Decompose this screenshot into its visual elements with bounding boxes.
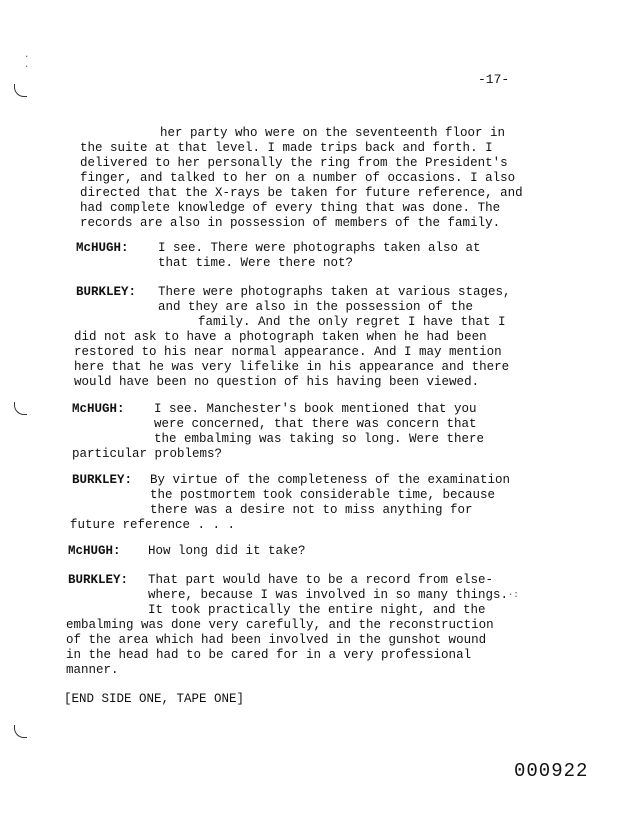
- text-line: of the area which had been involved in the gunshot wound: [66, 633, 487, 647]
- text-line: had complete knowledge of every thing that was done. The: [80, 201, 501, 215]
- text-line: the suite at that level. I made trips back and forth. I: [80, 141, 493, 155]
- bates-number: 000922: [514, 760, 589, 782]
- text-line: There were photographs taken at various stages,: [158, 285, 511, 299]
- text-line: particular problems?: [72, 447, 223, 461]
- speaker-label: BURKLEY:: [68, 573, 129, 587]
- text-line: By virtue of the completeness of the examination: [150, 473, 511, 487]
- speaker-label: McHUGH:: [76, 241, 129, 255]
- text-line: her party who were on the seventeenth floor in: [160, 126, 506, 140]
- text-line: restored to his near normal appearance. And I may mention: [74, 345, 502, 359]
- text-line: the embalming was taking so long. Were there: [154, 432, 485, 446]
- end-note: [END SIDE ONE, TAPE ONE]: [64, 692, 245, 706]
- text-line: there was a desire not to miss anything for: [150, 503, 473, 517]
- speaker-label: McHUGH:: [68, 544, 121, 558]
- text-line: manner.: [66, 663, 119, 677]
- text-line: in the head had to be cared for in a very professional: [66, 648, 472, 662]
- text-line: that time. Were there not?: [158, 256, 354, 270]
- text-line: family. And the only regret I have that I: [198, 315, 506, 329]
- text-line: future reference . . .: [70, 518, 236, 532]
- speaker-label: BURKLEY:: [76, 285, 137, 299]
- text-line: records are also in possession of members of the family.: [80, 216, 501, 230]
- text-line: I see. There were photographs taken also at: [158, 241, 481, 255]
- text-line: It took practically the entire night, and the: [148, 603, 486, 617]
- speaker-label: BURKLEY:: [72, 473, 133, 487]
- text-line: That part would have to be a record from else-: [148, 573, 494, 587]
- text-line: and they are also in the possession of the: [158, 300, 474, 314]
- text-line: where, because I was involved in so many things.: [148, 588, 509, 602]
- text-line: did not ask to have a photograph taken when he had been: [74, 330, 487, 344]
- text-line: I see. Manchester's book mentioned that you: [154, 402, 477, 416]
- page-number: -17-: [478, 72, 510, 87]
- text-line: were concerned, that there was concern that: [154, 417, 477, 431]
- text-line: directed that the X-rays be taken for future reference, and: [80, 186, 523, 200]
- margin-specks: ·:: [508, 590, 519, 600]
- margin-specks: · ·: [24, 52, 30, 72]
- text-line: the postmortem took considerable time, because: [150, 488, 496, 502]
- text-line: delivered to her personally the ring from the President's: [80, 156, 508, 170]
- text-line: finger, and talked to her on a number of occasions. I also: [80, 171, 516, 185]
- text-line: embalming was done very carefully, and the reconstruction: [66, 618, 494, 632]
- speaker-label: McHUGH:: [72, 402, 125, 416]
- text-line: would have been no question of his having been viewed.: [74, 375, 480, 389]
- text-line: How long did it take?: [148, 544, 306, 558]
- text-line: here that he was very lifelike in his appearance and there: [74, 360, 510, 374]
